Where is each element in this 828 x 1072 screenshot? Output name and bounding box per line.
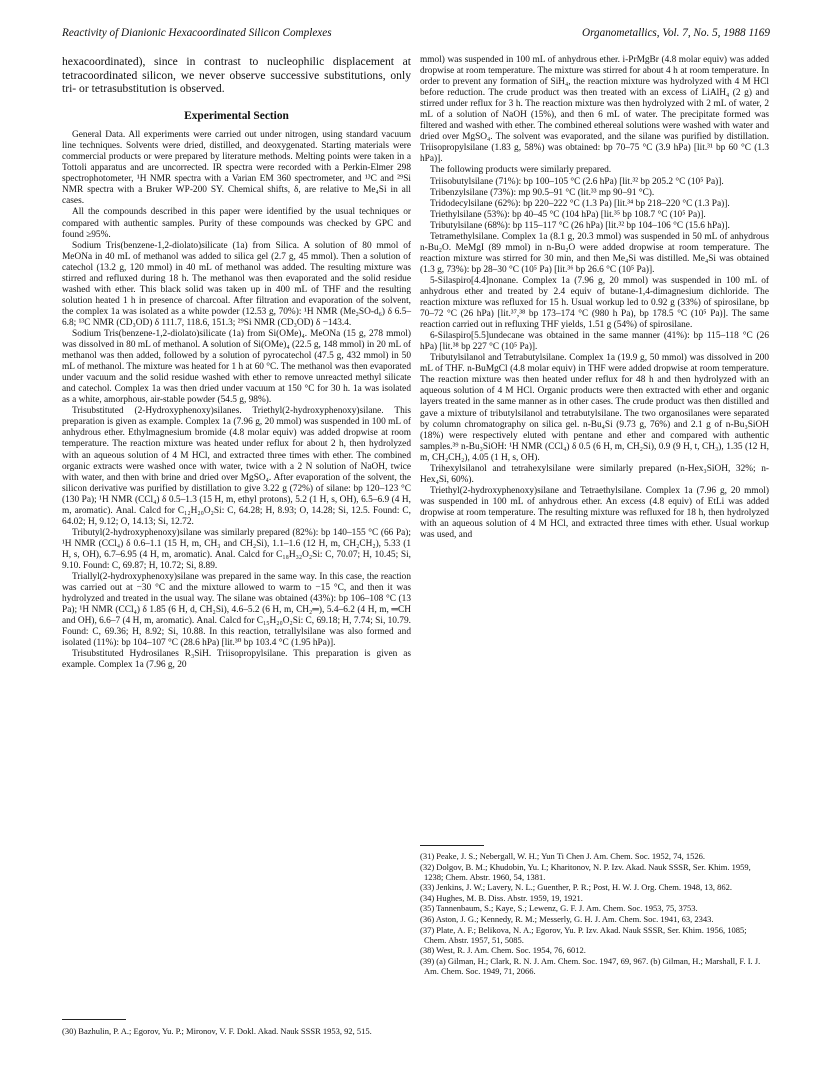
paragraph-tributylsilanol: Tributylsilanol and Tetrabutylsilane. Complex 1a (19.9 g, 50 mmol) was dissolved in 200 mL of THF. n-BuMgCl (4.8 molar equiv) in THF were added dropwise at room temperature. The reaction mixture was then heated under reflux for 48 h and then hydrolyzed with an aqueous solution of 4 M HCl. Organic products were then extracted with ether and organic layers treated in the same manner as in other cases. The crude product was then distilled and gave a mixture of tributylsilanol and tetrabutylsilane. The two organosilanes were separated by column chromatography on silica gel. n-Bu₄Si (9.73 g, 76%) and 2.1 g of n-Bu₃SiOH (18%) were respectively eluted with pentane and ether and compared with authentic samples.³⁹ n-Bu₃SiOH: ¹H NMR (CCl₄) δ 0.5 (6 H, m, CH₂Si), 0.9 (9 H, t, CH₃), 1.35 (12 H, m, CH₂CH₂), 4.05 (1 H, s, OH). <box>420 353 769 463</box>
footnote-37: (37) Plate, A. F.; Belikova, N. A.; Egorov, Yu. P. Izv. Akad. Nauk SSSR, Ser. Khim. 1956, 1085; Chem. Abstr. 1957, 51, 5085. <box>420 924 747 945</box>
paragraph-triethylsilane: Triethylsilane (53%): bp 40–45 °C (104 hPa) [lit.³⁵ bp 108.7 °C (10⁵ Pa)]. <box>430 209 706 220</box>
footnote-32: (32) Dolgov, B. M.; Khudobin, Yu. I.; Kharitonov, N. P. Izv. Akad. Nauk SSSR, Ser. Khim. 1959, 1238; Chem. Abstr. 1960, 54, 1381. <box>420 861 751 882</box>
paragraph-trihexylsilanol: Trihexylsilanol and tetrahexylsilane were similarly prepared (n-Hex₃SiOH, 32%; n-Hex₄Si, 60%). <box>420 463 769 485</box>
journal-citation: Organometallics, Vol. 7, No. 5, 1988 1169 <box>581 27 770 39</box>
footnote-30: (30) Bazhulin, P. A.; Egorov, Yu. P.; Mironov, V. F. Dokl. Akad. Nauk SSSR 1953, 92, 515. <box>62 1026 372 1036</box>
paragraph-tributyl: Tributyl(2-hydroxyphenoxy)silane was similarly prepared (82%): bp 140–155 °C (66 Pa); ¹H NMR (CCl₄) δ 0.6–1.1 (15 H, m, CH₃ and CH₂Si), 1.1–1.6 (12 H, m, CH₂CH₂), 5.33 (1 H, s, OH), 6.7–6.95 (4 H, m, aromatic). Anal. Calcd for C₁₈H₃₂O₂Si: C, 70.07; H, 10.45; Si, 9.10. Found: C, 69.87; H, 10.72; Si, 8.89. <box>62 527 411 571</box>
paragraph-tridodecylsilane: Tridodecylsilane (62%): bp 220–222 °C (1.3 Pa) [lit.³⁴ bp 218–220 °C (1.3 Pa)]. <box>430 198 730 209</box>
running-title: Reactivity of Dianionic Hexacoordinated Silicon Complexes <box>62 27 332 39</box>
paragraph-hydrosilanes: Trisubstituted Hydrosilanes R₃SiH. Triisopropylsilane. This preparation is given as example. Complex 1a (7.96 g, 20 <box>62 649 411 671</box>
paragraph-triallyl: Triallyl(2-hydroxyphenoxy)silane was prepared in the same way. In this case, the reaction was carried out at −30 °C and the mixture allowed to warm to −15 °C, and then it was hydrolyzed and treated in the usual way. The silane was obtained (43%): bp 106–108 °C (13 Pa); ¹H NMR (CCl₄) δ 1.85 (6 H, d, CH₂Si), 4.6–5.2 (6 H, m, CH₂═), 5.4–6.2 (4 H, m, ═CH and OH), 6.6–7 (4 H, m, aromatic). Anal. Calcd for C₁₅H₂₀O₂Si: C, 69.18; H, 7.74; Si, 10.79. Found: C, 69.36; H, 8.92; Si, 10.88. In this reaction, tetrallylsilane was also formed and isolated (11%): bp 104–107 °C (28.6 hPa) [lit.³⁰ bp 103.4 °C (1.95 hPa)]. <box>62 572 411 649</box>
right-column <box>420 55 769 541</box>
left-column <box>62 55 411 671</box>
intro-paragraph: hexacoordinated), since in contrast to nucleophilic displacement at tetracoordinated silicon, we never observe successive substitutions, only tri- or tetrasubstitution is observed. <box>62 55 411 96</box>
paragraph-trisubstituted: Trisubstituted (2-Hydroxyphenoxy)silanes. Triethyl(2-hydroxyphenoxy)silane. This preparation is given as example. Complex 1a (7.96 g, 20 mmol) was suspended in 100 mL of anhydrous ether. Ethylmagnesium bromide (4.8 molar equiv) was added dropwise at room temperature. The reaction mixture was heated under reflux for about 2 h, then hydrolyzed with an aqueous solution of 4 M HCl, and extracted three times with ether. The combined organic extracts were washed once with water, twice with a 2 N solution of NaOH, twice with water, and then with brine and dried over MgSO₄. After evaporation of the solvent, the silicon derivative was purified by distillation to give 3.22 g (72%) of silane: bp 120–123 °C (130 Pa); ¹H NMR (CCl₄) δ 0.5–1.3 (15 H, m, ethyl protons), 5.2 (1 H, s, OH), 6.5–6.9 (4 H, m, aromatic). Anal. Calcd for C₁₂H₂₀O₂Si: C, 64.28; H, 8.93; O, 14.28; Si, 12.5. Found: C, 64.02; H, 9.12; O, 14.13; Si, 12.72. <box>62 406 411 527</box>
footnote-34: (34) Hughes, M. B. Diss. Abstr. 1959, 19, 1921. <box>420 892 583 903</box>
paragraph-1a-sioMe4: Sodium Tris(benzene-1,2-diolato)silicate (1a) from Si(OMe)₄. MeONa (15 g, 278 mmol) was dissolved in 80 mL of methanol. A solution of Si(OMe)₄ (22.5 g, 148 mmol) in 20 mL of methanol was then added, followed by a solution of pyrocatechol (47.5 g, 432 mmol) in 50 mL of methanol. The mixture was heated for 1 h at 60 °C. The methanol was then evaporated under vacuum and the solid residue washed with ether to remove unreacted methyl silicate and catechol. Complex 1a was then dried under vacuum at 150 °C for 30 h. 1a was isolated as a white, amorphous, air-stable powder (54.5 g, 98%). <box>62 329 411 406</box>
footnote-38: (38) West, R. J. Am. Chem. Soc. 1954, 76, 6012. <box>420 945 586 956</box>
paragraph-purity: All the compounds described in this paper were identified by the usual techniques or compared with authentic samples. Purity of these compounds was checked by GPC and found ≥95%. <box>62 207 411 240</box>
paragraph-triisobutylsilane: Triisobutylsilane (71%): bp 100–105 °C (2.6 hPa) [lit.³² bp 205.2 °C (10⁵ Pa)]. <box>430 176 724 187</box>
paragraph-triethyl-tetraethyl: Triethyl(2-hydroxyphenoxy)silane and Tetraethylsilane. Complex 1a (7.96 g, 20 mmol) was suspended in 100 mL of anhydrous ether. An excess (4.8 equiv) of EtLi was added dropwise at room temperature. The resulting mixture was refluxed for 18 h, then hydrolyzed with an aqueous solution of 4 M HCl, and extracted three times with ether. Usual workup was used, and <box>420 485 769 541</box>
paragraph-1a-silica: Sodium Tris(benzene-1,2-diolato)silicate (1a) from Silica. A solution of 80 mmol of MeONa in 40 mL of methanol was added to silica gel (2.7 g, 45 mmol). Then a solution of catechol (13.2 g, 120 mmol) in 40 mL of methanol was added. The resulting mixture was stirred and refluxed during 18 h. The methanol was then evaporated and the solid residue washed with ether. This black solid was taken up in 400 mL of THF and the resulting solution heated 1 h in presence of charcoal. After filtration and evaporation of the solvent, the complex 1a was isolated as a white powder (12.53 g, 70%): ¹H NMR (Me₂SO-d₆) δ 6.5–6.8; ¹³C NMR (CD₃OD) δ 111.7, 118.6, 151.3; ²⁹Si NMR (CD₃OD) δ −143.4. <box>62 240 411 328</box>
footnote-rule-left <box>62 1019 126 1020</box>
running-header <box>62 27 770 43</box>
paragraph-general-data: General Data. All experiments were carried out under nitrogen, using standard vacuum line techniques. Solvents were dried, distilled, and deoxygenated. Starting materials were commercial products or were prepared by literature methods. Melting points were taken in a Tottoli apparatus and are uncorrected. IR spectra were recorded with a Perkin-Elmer 298 spectrophotometer, ¹H NMR spectra with a Varian EM 360 spectrometer, and ¹³C and ²⁹Si NMR spectra with a Bruker WP-200 SY. Chemical shifts, δ, are relative to Me₄Si in all cases. <box>62 130 411 207</box>
footnote-39: (39) (a) Gilman, H.; Clark, R. N. J. Am. Chem. Soc. 1947, 69, 967. (b) Gilman, H.; Marshall, F. I. J. Am. Chem. Soc. 1949, 71, 2066. <box>420 955 761 977</box>
paragraph-tetramethylsilane: Tetramethylsilane. Complex 1a (8.1 g, 20.3 mmol) was suspended in 50 mL of anhydrous n-Bu₂O. MeMgI (89 mmol) in n-Bu₂O were added dropwise at room temperature. The reaction mixture was stirred for 30 min, and then Me₄Si was distilled. Me₄Si was obtained (1.3 g, 73%): bp 28–30 °C (10⁵ Pa) [lit.³⁶ bp 26.6 °C (10⁵ Pa)]. <box>420 231 769 275</box>
paragraph-tributylsilane: Tributylsilane (68%): bp 115–117 °C (26 hPa) [lit.³² bp 104–106 °C (15.6 hPa)]. <box>430 220 730 231</box>
paragraph-tribenzylsilane: Tribenzylsilane (73%): mp 90.5–91 °C (lit.³³ mp 90–91 °C). <box>430 187 655 198</box>
footnote-rule-right <box>420 845 484 846</box>
section-title: Experimental Section <box>184 110 289 123</box>
paragraph-similarly: The following products were similarly prepared. <box>430 165 612 176</box>
footnote-33: (33) Jenkins, J. W.; Lavery, N. L.; Guenther, P. R.; Post, H. W. J. Org. Chem. 1948, 13, 862. <box>420 882 733 893</box>
footnote-31: (31) Peake, J. S.; Nebergall, W. H.; Yun Ti Chen J. Am. Chem. Soc. 1952, 74, 1526. <box>420 851 705 861</box>
paragraph-silaspirononane: 5-Silaspiro[4.4]nonane. Complex 1a (7.96 g, 20 mmol) was suspended in 100 mL of anhydrous ether and treated by 2.4 equiv of butane-1,4-dimagnesium dichloride. The reaction mixture was refluxed for 15 h. Usual workup led to 0.92 g (33%) of spirosilane, bp 70–72 °C (26 hPa) [lit.³⁷,³⁸ bp 173–174 °C (980 h Pa), bp 178.5 °C (10⁵ Pa)]. The same reaction carried out in refluxing THF yields, 1.51 g (54%) of spirosilane. <box>420 275 769 331</box>
footnote-35: (35) Tannenbaum, S.; Kaye, S.; Lewenz, G. F. J. Am. Chem. Soc. 1953, 75, 3753. <box>420 903 698 914</box>
paragraph-continued: mmol) was suspended in 100 mL of anhydrous ether. i-PrMgBr (4.8 molar equiv) was added dropwise at room temperature. The mixture was stirred for about 4 h at room temperature. In order to prevent any formation of SiH₄, the reaction mixture was hydrolyzed with 4 M HCl before reduction. The crude product was then treated with an excess of LiAlH₄ (2 g) and stirred under reflux for 3 h. The reaction mixture was then hydrolyzed with 2 mL of water, 2 mL of a solution of NaOH (15%), and then 6 mL of water. The precipitate formed was filtered and washed with ether. The combined ethereal solutions were washed with water and dried over MgSO₄. The solvent was evaporated, and the silane was purified by distillation. Triisopropylsilane (1.83 g, 58%) was obtained: bp 70–75 °C (3.9 hPa) [lit.³¹ bp 60 °C (1.3 hPa)]. <box>420 55 769 165</box>
paragraph-silaspiroundecane: 6-Silaspiro[5.5]undecane was obtained in the same manner (41%): bp 115–118 °C (26 hPa) [lit.³⁸ bp 227 °C (10⁵ Pa)]. <box>420 331 769 353</box>
footnotes-right <box>420 851 769 977</box>
footnote-36: (36) Aston, J. G.; Kennedy, R. M.; Messerly, G. H. J. Am. Chem. Soc. 1941, 63, 2343. <box>420 914 714 925</box>
footnotes-left <box>62 1026 411 1037</box>
